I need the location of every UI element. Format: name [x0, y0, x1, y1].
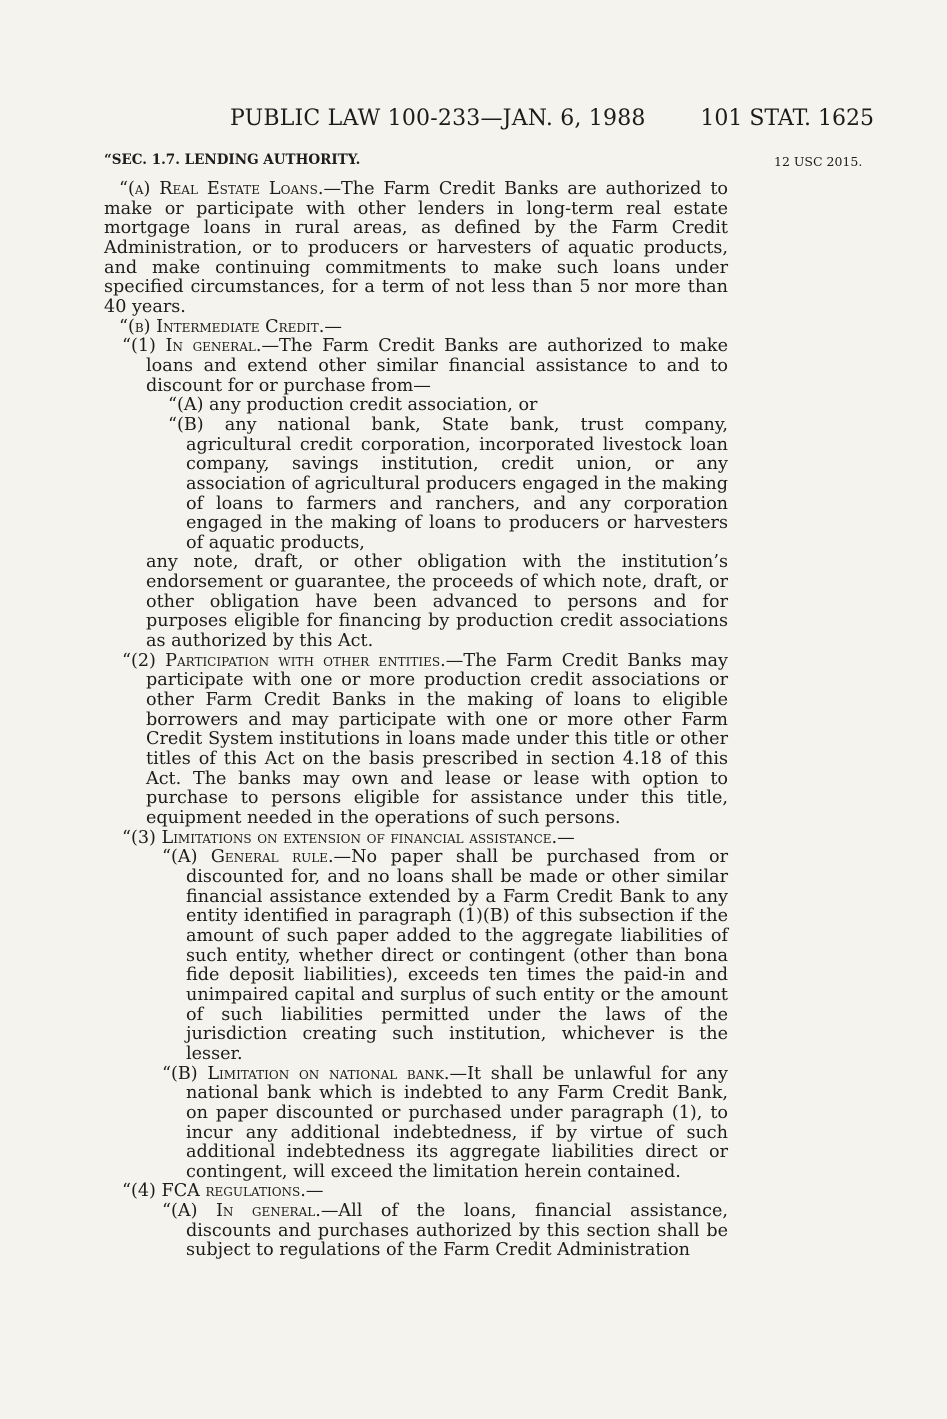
paragraph-b: “(b) Intermediate Credit.—	[119, 316, 342, 337]
paragraph-b3A: “(A) General rule.—No paper shall be purchased from or discounted for, and no loans shall be made or other similar financial assistance extended by a Farm Credit Bank to any entity identified in paragraph (1)(B) of this subsection if the amount of such paper added to the aggregate liabilities of such entity, whether direct or contingent (other than bona fide deposit liabilities), exceeds ten times the paid-in and unimpaired capital and surplus of such entity or the amount of such liabilities permitted under the laws of the jurisdiction creating such institution, whichever is the lesser.	[162, 847, 728, 1064]
paragraph-b1B: “(B) any national bank, State bank, trust company, agricultural credit corporation, incorporated livestock loan company, savings institution, credit union, or any association of agricultural producers engaged in the making of loans to farmers and ranchers, and any corporation engaged in the making of loans to producers or harvesters of aquatic products,	[168, 414, 728, 553]
law-citation: PUBLIC LAW 100-233—JAN. 6, 1988	[230, 106, 646, 131]
paragraph-b2: “(2) Participation with other entities.—The Farm Credit Banks may participate with one or more production credit associations or other Farm Credit Banks in the making of loans to eligible borrowers and may participate with one or more other Farm Credit System institutions in loans made under this title or other titles of this Act on the basis prescribed in section 4.18 of this Act. The banks may own and lease or lease with option to purchase to persons eligible for assistance under this title, equipment needed in the operations of such persons.	[122, 650, 728, 828]
paragraph-b3B: “(B) Limitation on national bank.—It shall be unlawful for any national bank which is indebted to any Farm Credit Bank, on paper discounted or purchased under paragraph (1), to incur any additional indebtedness, if by virtue of such additional indebtedness its aggregate liabilities direct or contingent, will exceed the limitation herein contained.	[162, 1063, 728, 1182]
paragraph-b4: “(4) FCA regulations.—	[122, 1181, 324, 1202]
paragraph-b3: “(3) Limitations on extension of financial assistance.—	[122, 827, 575, 848]
paragraph-b1: “(1) In general.—The Farm Credit Banks are authorized to make loans and extend other similar financial assistance to and to discount for or purchase from—	[122, 336, 728, 396]
paragraph-b4A: “(A) In general.—All of the loans, financial assistance, discounts and purchases authorized by this section shall be subject to regulations of the Farm Credit Administration	[162, 1201, 729, 1261]
paragraph-b1-tail: any note, draft, or other obligation with the institution’s endorsement or guarantee, the proceeds of which note, draft, or other obligation have been advanced to persons and for purposes eligible for financing by production credit associations as authorized by this Act.	[146, 552, 728, 652]
paragraph-b1A: “(A) any production credit association, or	[168, 395, 538, 416]
page-header	[104, 106, 874, 138]
statute-citation: 101 STAT. 1625	[700, 106, 874, 131]
section-heading: “SEC. 1.7. LENDING AUTHORITY.	[104, 152, 361, 168]
body-text	[104, 180, 728, 1261]
paragraph-a: “(a) Real Estate Loans.—The Farm Credit Banks are authorized to make or participate with other lenders in long-term real estate mortgage loans in rural areas, as defined by the Farm Credit Administration, or to producers or harvesters of aquatic products, and make continuing commitments to make such loans under specified circumstances, for a term of not less than 5 nor more than 40 years.	[104, 179, 728, 317]
margin-note: 12 USC 2015.	[774, 154, 863, 169]
